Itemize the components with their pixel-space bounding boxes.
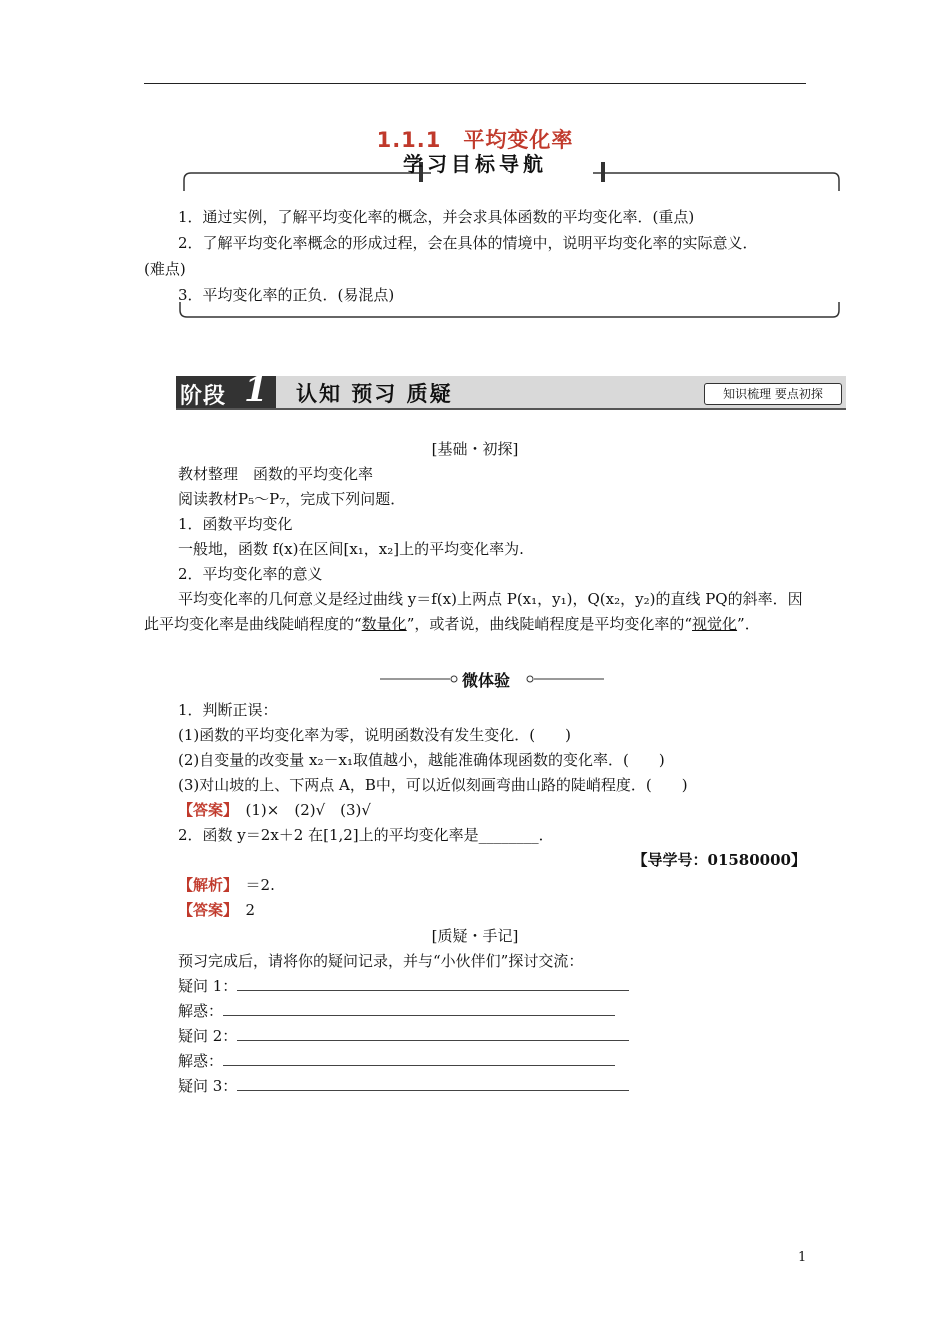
guide-number: 【导学号：01580000】 xyxy=(632,851,806,869)
question-item: (3)对山坡的上、下两点 A，B中，可以近似刻画弯曲山路的陡峭程度．( ) xyxy=(178,776,688,794)
note-label: 疑问 1： xyxy=(178,977,238,995)
note-label: 解惑： xyxy=(178,1052,224,1070)
analysis-label: 【解析】 xyxy=(178,876,231,894)
note-blank[interactable] xyxy=(223,1001,615,1016)
answer-value: (1)× (2)√ (3)√ xyxy=(245,801,371,819)
micro-heading-label: 微体验 xyxy=(462,671,511,690)
page-title: 1.1.1 平均变化率 xyxy=(376,128,574,152)
stage-number: 1 xyxy=(244,370,268,410)
analysis-value: ＝2. xyxy=(245,876,275,894)
note-label: 疑问 3： xyxy=(178,1077,238,1095)
question-item: (1)函数的平均变化率为零，说明函数没有发生变化．( ) xyxy=(178,726,571,744)
stage-badge: 知识梳理 要点初探 xyxy=(704,383,842,405)
question-item: (2)自变量的改变量 x₂－x₁取值越小，越能准确体现函数的变化率．( ) xyxy=(178,751,665,769)
answer-label: 【答案】 xyxy=(178,801,231,819)
note-blank[interactable] xyxy=(237,1076,629,1091)
stage-title: 认知 预习 质疑 xyxy=(296,382,453,406)
goal-item: 3．平均变化率的正负．(易混点) xyxy=(178,286,395,304)
answer-label: 【答案】 xyxy=(178,901,231,919)
question: 1．判断正误： xyxy=(178,701,278,719)
note-row xyxy=(178,974,818,999)
answer-line xyxy=(178,898,818,923)
para-text: ”． xyxy=(737,615,760,633)
section-basic: [基础・初探] xyxy=(431,440,519,458)
text-line: 阅读教材P₅～P₇，完成下列问题． xyxy=(178,490,406,508)
meaning-paragraph xyxy=(144,587,810,637)
goal-item: 2．了解平均变化率概念的形成过程，会在具体的情境中，说明平均变化率的实际意义． xyxy=(178,234,758,252)
answer-underlined: 视觉化 xyxy=(692,615,738,633)
text-line: 教材整理 函数的平均变化率 xyxy=(178,465,374,483)
goal-item: 1．通过实例，了解平均变化率的概念，并会求具体函数的平均变化率．(重点) xyxy=(178,208,695,226)
question: 2．函数 y＝2x＋2 在[1,2]上的平均变化率是________． xyxy=(178,826,554,844)
goal-item-cont: (难点) xyxy=(144,260,186,278)
learning-goals xyxy=(144,204,808,308)
analysis-line xyxy=(178,873,818,898)
answer-underlined: 数量化 xyxy=(361,615,407,633)
text-line: 1．函数平均变化 xyxy=(178,515,293,533)
para-text: ”，或者说，曲线陡峭程度是平均变化率的“ xyxy=(406,615,693,633)
note-row xyxy=(178,1024,818,1049)
note-label: 解惑： xyxy=(178,1002,224,1020)
goals-banner-label: 学习目标导航 xyxy=(403,152,547,176)
micro-heading-lines xyxy=(380,668,760,690)
para-text: 平均变化率的几何意义是经过曲线 y＝f(x)上两点 P(x₁，y₁)，Q(x₂，y₂)的直线 PQ的斜率．因此平均变化率是曲线陡峭程度的“ xyxy=(144,590,803,633)
section-notes: [质疑・手记] xyxy=(431,927,519,945)
notes-intro: 预习完成后，请将你的疑问记录，并与“小伙伴们”探讨交流： xyxy=(178,952,584,970)
page-number: 1 xyxy=(798,1250,807,1265)
note-row xyxy=(178,1074,818,1099)
answer-line xyxy=(178,798,818,823)
note-row xyxy=(178,1049,818,1074)
text-line: 2．平均变化率的意义 xyxy=(178,565,323,583)
note-label: 疑问 2： xyxy=(178,1027,238,1045)
micro-heading xyxy=(0,668,950,690)
note-blank[interactable] xyxy=(223,1051,615,1066)
note-row xyxy=(178,999,818,1024)
text-line: 一般地，函数 f(x)在区间[x₁，x₂]上的平均变化率为. xyxy=(178,540,524,558)
note-blank[interactable] xyxy=(237,1026,629,1041)
note-blank[interactable] xyxy=(237,976,629,991)
goals-bottom-frame xyxy=(179,300,841,320)
stage-word: 阶段 xyxy=(180,384,227,409)
header-rule xyxy=(144,83,806,84)
answer-value: 2 xyxy=(245,901,256,919)
